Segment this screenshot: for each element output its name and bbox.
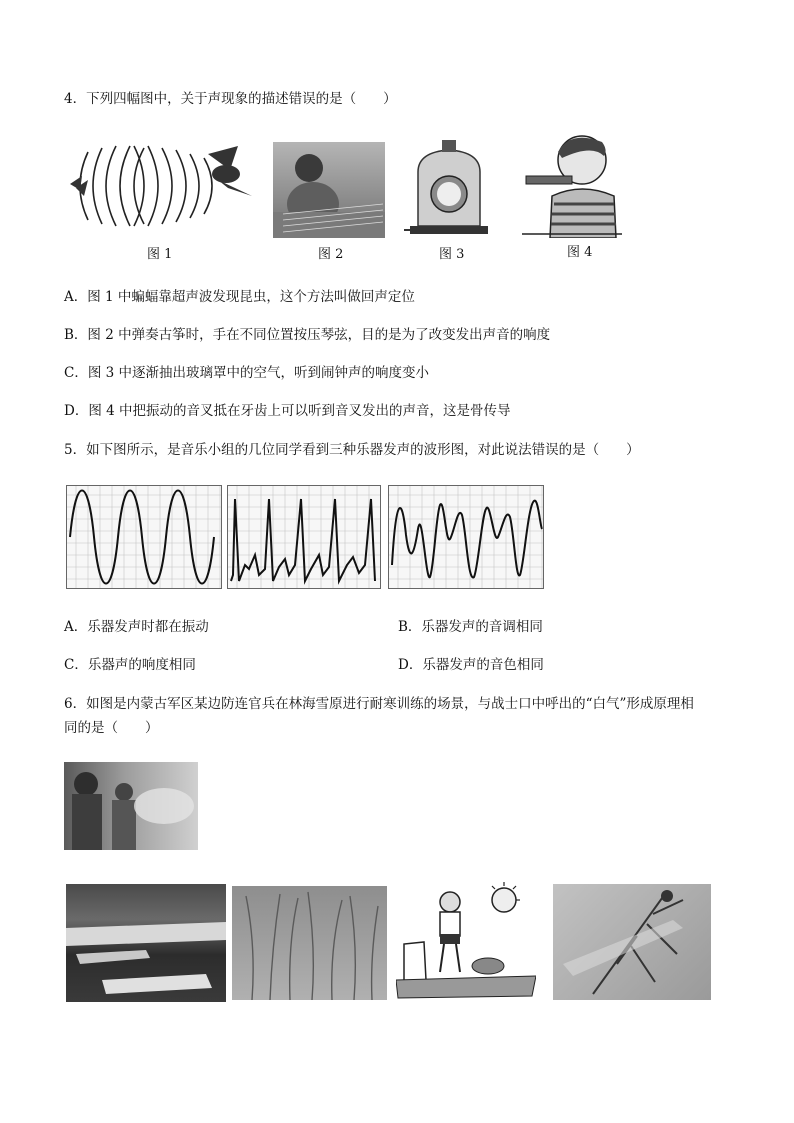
q4-option-b: B．图 2 中弹奏古筝时，手在不同位置按压琴弦，目的是为了改变发出声音的响度 bbox=[64, 327, 551, 343]
q4-stem: 4．下列四幅图中，关于声现象的描述错误的是（ ） bbox=[64, 91, 397, 107]
q5-stem: 5．如下图所示，是音乐小组的几位同学看到三种乐器发声的波形图，对此说法错误的是（ ） bbox=[64, 442, 640, 458]
option-photo-ice-river bbox=[66, 884, 226, 1002]
figure-3-caption: 图 3 bbox=[439, 247, 465, 262]
figure-1-bat-echolocation bbox=[68, 140, 258, 232]
q4-option-c: C．图 3 中逐渐抽出玻璃罩中的空气，听到闹钟声的响度变小 bbox=[64, 365, 430, 381]
q5-option-d: D．乐器发声的音色相同 bbox=[398, 657, 544, 673]
figure-3-bell-jar-clock bbox=[404, 138, 494, 240]
q5-option-c: C．乐器声的响度相同 bbox=[64, 657, 196, 673]
q4-option-a: A．图 1 中蝙蝠靠超声波发现昆虫，这个方法叫做回声定位 bbox=[64, 289, 415, 305]
figure-2-guzheng-photo bbox=[273, 142, 385, 238]
q4-option-d: D．图 4 中把振动的音叉抵在牙齿上可以听到音叉发出的声音，这是骨传导 bbox=[64, 403, 511, 419]
figure-4-caption: 图 4 bbox=[567, 245, 593, 260]
q6-soldiers-photo bbox=[64, 762, 198, 850]
q6-stem-line-1: 6．如图是内蒙古军区某边防连官兵在林海雪原进行耐寒训练的场景，与战士口中呼出的“白气”形成原理相 bbox=[64, 696, 694, 712]
option-cartoon-swimmer-sun bbox=[396, 880, 536, 1000]
q5-option-b: B．乐器发声的音调相同 bbox=[398, 619, 543, 635]
figure-1-caption: 图 1 bbox=[147, 247, 173, 262]
waveform-panel-3 bbox=[388, 485, 544, 589]
figure-4-boy-tuning-fork bbox=[522, 130, 622, 238]
figure-2-caption: 图 2 bbox=[318, 247, 344, 262]
waveform-panel-1 bbox=[66, 485, 222, 589]
q6-stem-line-2: 同的是（ ） bbox=[64, 720, 159, 736]
option-photo-frost-grass bbox=[232, 886, 387, 1000]
q5-option-a: A．乐器发声时都在振动 bbox=[64, 619, 209, 635]
waveform-panel-2 bbox=[227, 485, 381, 589]
option-photo-dragonfly-dew bbox=[553, 884, 711, 1000]
